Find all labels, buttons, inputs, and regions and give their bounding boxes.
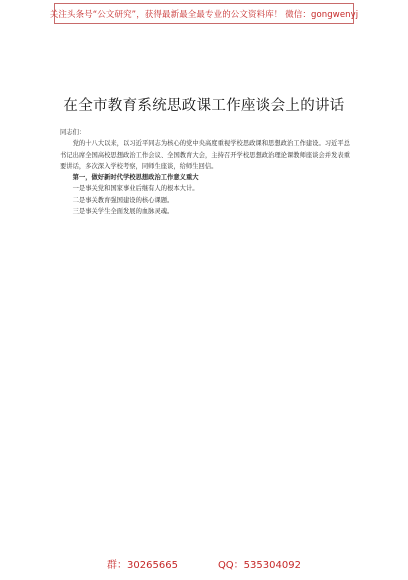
contact-footer <box>0 555 408 571</box>
paragraph: 三是事关学生全面发展的血脉灵魂。 <box>72 208 174 216</box>
promo-banner-text: 关注头条号“公文研究”，获得最新最全最专业的公文资料库！ 微信：gongwenyj <box>49 9 359 20</box>
document-title: 在全市教育系统思政课工作座谈会上的讲话 <box>63 98 345 114</box>
qq-group-text: 群：30265665 <box>107 559 178 571</box>
salutation: 同志们： <box>60 129 86 136</box>
section-heading: 第一，做好新时代学校思想政治工作意义重大 <box>72 174 199 182</box>
paragraph: 一是事关党和国家事业后继有人的根本大计。 <box>72 185 199 193</box>
promo-banner <box>49 3 359 24</box>
paragraph: 二是事关教育强国建设的核心课题。 <box>72 196 174 204</box>
document-body <box>60 127 350 217</box>
qq-number-text: QQ：535304092 <box>217 559 301 571</box>
paragraph: 党的十八大以来，以习近平同志为核心的党中央高度重视学校思政课和思想政治工作建设。习近平总书记出席全国高校思想政治工作会议、全国教育大会，主持召开学校思想政治理论课教师座谈会并发表重要讲话，多次深入学校考察，同师生座谈，给师生回信。 <box>60 140 350 170</box>
